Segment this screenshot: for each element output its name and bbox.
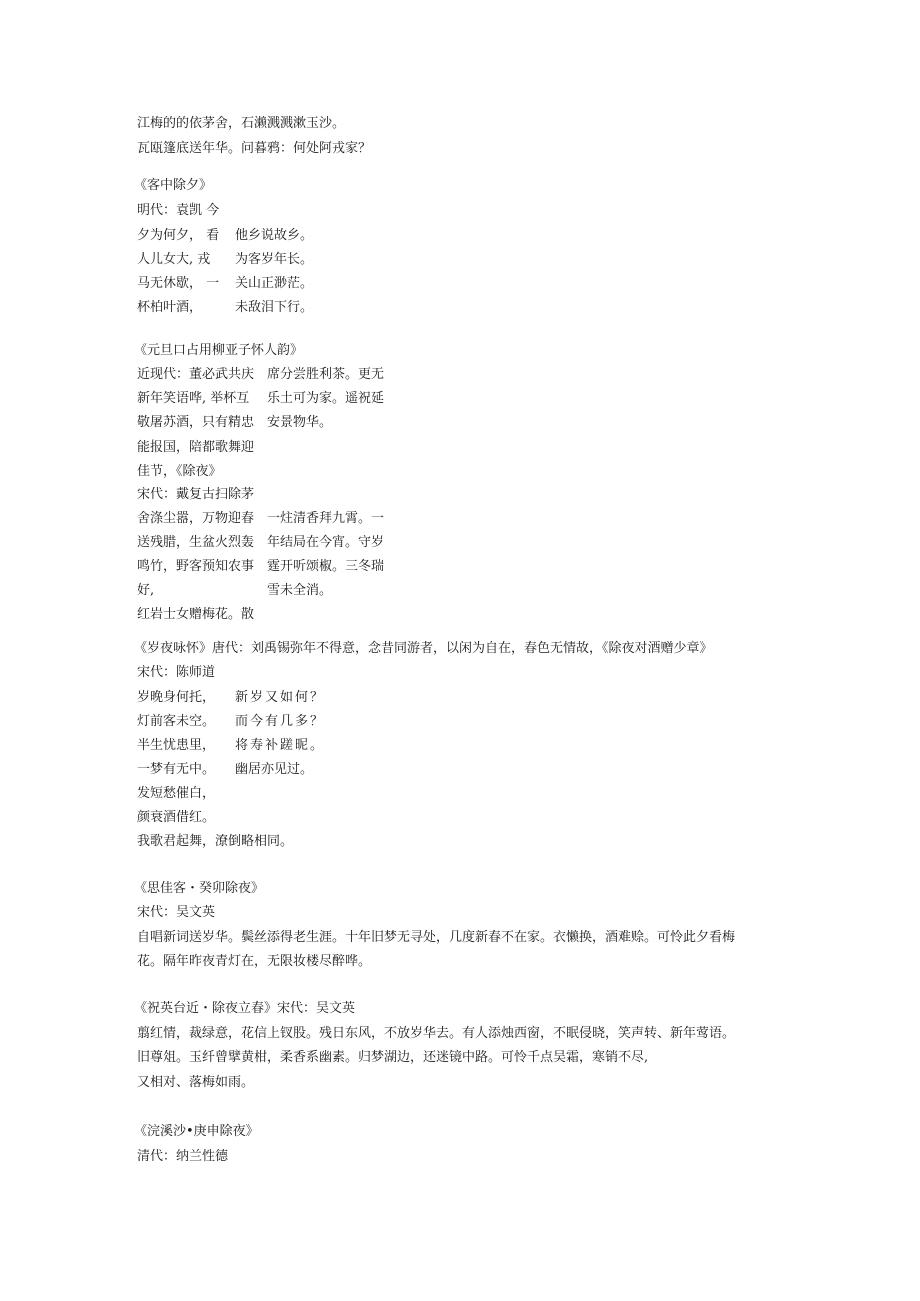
poem-line: 送残腊，生盆火烈轰: [137, 535, 255, 550]
poem-line: 我歌君起舞，潦倒略相同。: [137, 834, 294, 849]
poem-line: 为客岁年长。: [235, 252, 314, 267]
poem-line: 佳节，《除夜》: [137, 464, 222, 479]
poem-line: 又相对、落梅如雨。: [137, 1075, 255, 1090]
poem-line: 人儿女大, 戎: [137, 252, 211, 267]
poem-line: 翦红情，裁绿意，花信上钗股。残日东风，不放岁华去。有人添烛西窗，不眠侵晓，笑声转、新年莺语。: [137, 1026, 736, 1041]
poem-author: 宋代：吴文英: [137, 905, 216, 920]
poem-line: 年结局在今宵。守岁: [267, 535, 385, 550]
poem-line: 敬屠苏酒，只有精忠: [137, 415, 255, 430]
poem-line: 明代：袁凯 今: [137, 203, 220, 218]
poem-line: 能报国，陪都歌舞迎: [137, 440, 255, 455]
poem-line: 宋代：戴复古扫除茅: [137, 487, 255, 502]
poem-line: 自唱新词送岁华。鬓丝添得老生涯。十年旧梦无寻处，几度新春不在家。衣懒换，酒难赊。可怜此夕看梅: [137, 930, 736, 945]
poem-title: 《祝英台近・除夜立春》宋代：吴文英: [134, 1001, 356, 1016]
poem-title: 《客中除夕》: [134, 178, 213, 193]
poem-line: 颜衰酒借红。: [137, 810, 216, 825]
poem-title: 《元旦口占用柳亚子怀人韵》: [134, 343, 304, 358]
poem-author: 清代：纳兰性德: [137, 1149, 229, 1164]
verse-line: 瓦瓯篷底送年华。问暮鸦：何处阿戎家？: [137, 141, 372, 156]
poem-line: 花。隔年昨夜青灯在，无限妆楼尽醉哗。: [137, 954, 372, 969]
poem-line: 幽居亦见过。: [235, 762, 314, 777]
poem-line: 一炷清香拜九霄。一: [267, 511, 385, 526]
poem-line: 他乡说故乡。: [235, 228, 314, 243]
poem-line: 近现代：董必武共庆: [137, 367, 255, 382]
poem-line: 而今有几多？: [235, 714, 326, 729]
poem-line: 杯柏叶酒，: [137, 300, 203, 315]
poem-line: 夕为何夕， 看: [137, 228, 220, 243]
poem-line: 发短愁催白，: [137, 786, 216, 801]
poem-line: 舍涤尘嚣，万物迎春: [137, 511, 255, 526]
verse-line: 江梅的的依茅舍，石濑溅溅漱玉沙。: [137, 116, 346, 131]
poem-line: 红岩士女赠梅花。散: [137, 607, 255, 622]
poem-line: 关山正渺茫。: [235, 276, 314, 291]
poem-author: 宋代：陈师道: [137, 665, 216, 680]
poem-line: 将寿补蹉昵。: [235, 738, 326, 753]
poem-title: 《岁夜咏怀》唐代：刘禹锡弥年不得意，念昔同游者，以闲为自在，春色无情故，《除夜对酒赠少章》: [134, 641, 713, 656]
poem-line: 未敌泪下行。: [235, 300, 314, 315]
poem-line: 灯前客未空。: [137, 714, 216, 729]
poem-line: 席分尝胜利茶。更无: [267, 367, 385, 382]
poem-line: 鸣竹，野客预知农事: [137, 559, 255, 574]
poem-title: 《浣溪沙•庚申除夜》: [134, 1124, 259, 1139]
poem-line: 安景物华。: [267, 415, 333, 430]
poem-line: 新年笑语哗, 举杯互: [137, 391, 250, 406]
poem-line: 半生忧患里，: [137, 738, 216, 753]
poem-line: 岁晚身何托，: [137, 690, 216, 705]
poem-line: 旧尊俎。玉纤曾擘黄柑，柔香系幽素。归梦湖边，还迷镜中路。可怜千点吴霜，寒销不尽,: [137, 1050, 649, 1065]
poem-line: 好,: [137, 583, 155, 598]
poem-title: 《思佳客・癸卯除夜》: [134, 881, 265, 896]
poem-line: 新岁又如何？: [235, 690, 326, 705]
poem-line: 雪未全消。: [267, 583, 333, 598]
poem-line: 一梦有无中。: [137, 762, 216, 777]
poem-line: 霆开听颂椒。三冬瑞: [267, 559, 385, 574]
poem-line: 乐土可为家。遥祝延: [267, 391, 385, 406]
poem-line: 马无休歇， 一: [137, 276, 220, 291]
